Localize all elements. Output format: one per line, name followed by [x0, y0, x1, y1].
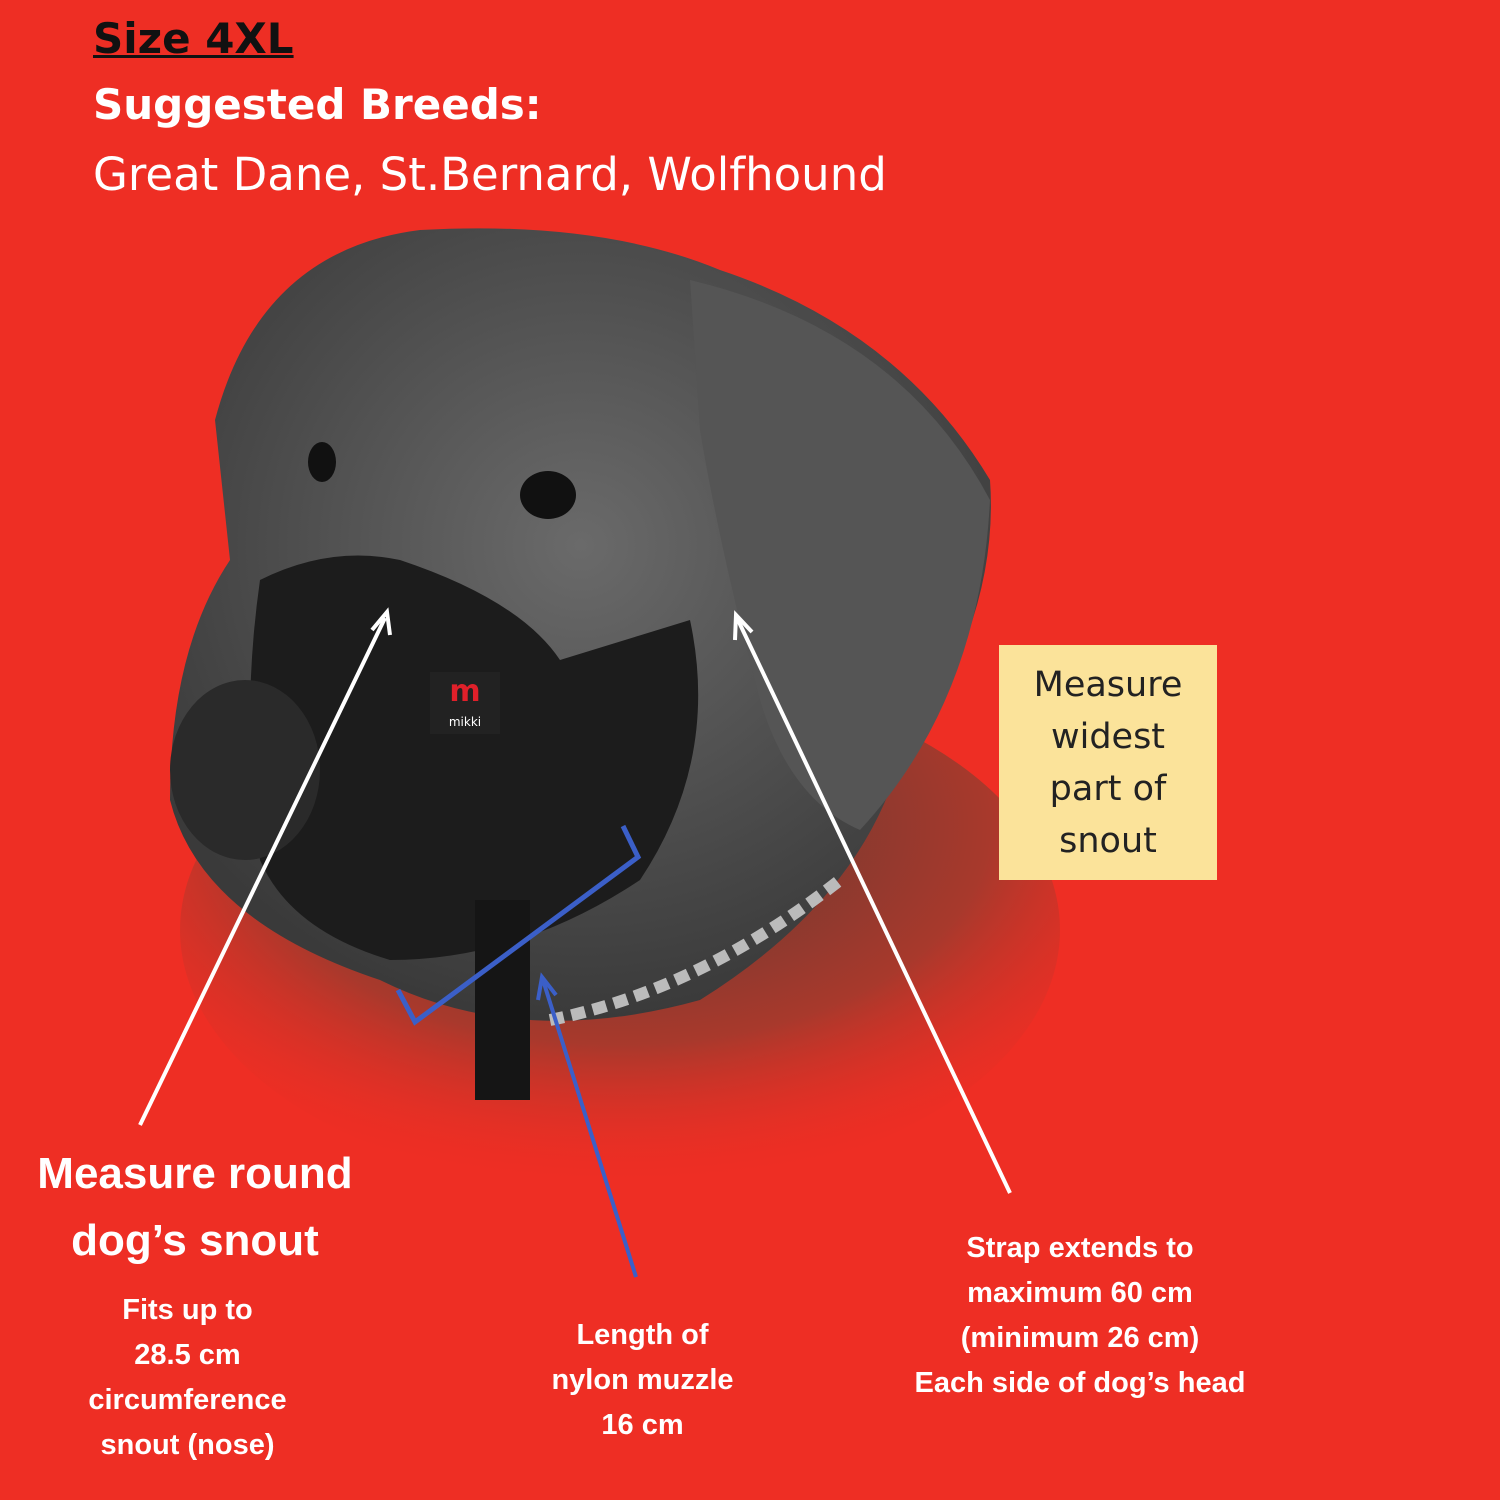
caption-line: (minimum 26 cm): [960, 1322, 1200, 1354]
suggested-breeds-list: Great Dane, St.Bernard, Wolfhound: [93, 148, 887, 201]
snout-heading: [20, 1140, 370, 1274]
caption-line: Measure round: [37, 1149, 353, 1198]
note-line: part of: [1049, 768, 1167, 809]
note-line: widest: [1050, 716, 1166, 757]
length-caption: [520, 1313, 765, 1448]
caption-line: 16 cm: [601, 1409, 684, 1441]
caption-line: dog’s snout: [71, 1216, 319, 1265]
note-line: Measure: [1033, 664, 1183, 705]
note-line: snout: [1059, 820, 1157, 861]
neck-strap: [475, 900, 530, 1100]
snout-detail: [60, 1288, 315, 1468]
caption-line: snout (nose): [100, 1429, 275, 1461]
dog-eye-right: [520, 471, 576, 519]
caption-line: nylon muzzle: [551, 1364, 734, 1396]
caption-line: circumference: [88, 1384, 287, 1416]
caption-line: 28.5 cm: [134, 1339, 241, 1371]
dog-nose: [170, 680, 320, 860]
caption-line: Fits up to: [122, 1294, 253, 1326]
svg-text:mikki: mikki: [448, 715, 482, 729]
svg-text:m: m: [449, 674, 481, 709]
dog-eye-left: [308, 442, 336, 482]
suggested-breeds-title: Suggested Breeds:: [93, 80, 542, 129]
size-label: Size 4XL: [93, 14, 294, 63]
caption-line: maximum 60 cm: [967, 1277, 1193, 1309]
caption-line: Each side of dog’s head: [914, 1367, 1246, 1399]
measure-widest-note: [999, 645, 1217, 880]
caption-line: Strap extends to: [966, 1232, 1194, 1264]
mikki-logo: [430, 672, 500, 734]
strap-caption: [890, 1226, 1270, 1406]
caption-line: Length of: [576, 1319, 709, 1351]
